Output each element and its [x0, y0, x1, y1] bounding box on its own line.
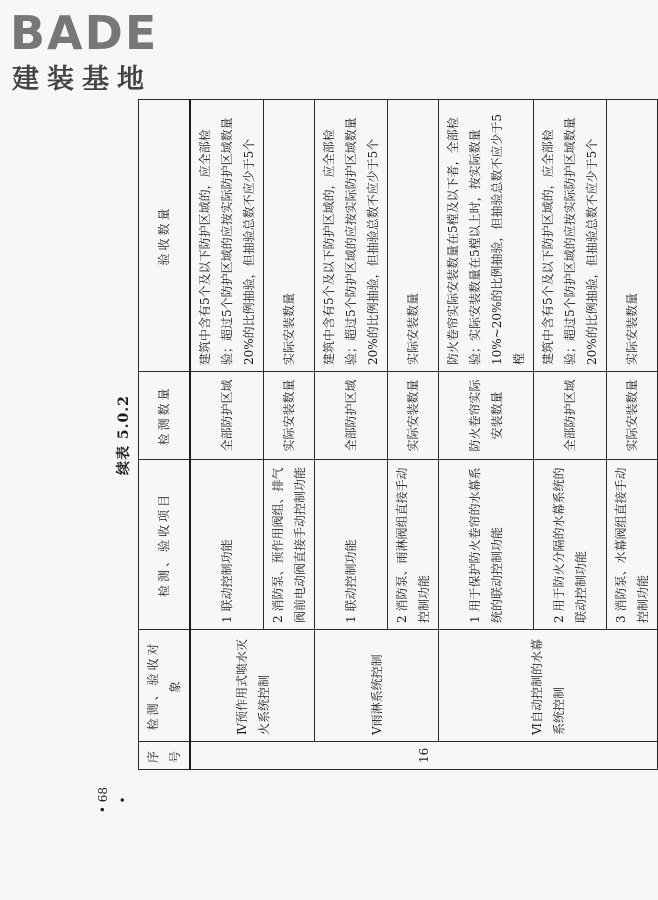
header-item: 检测、验收项目	[139, 460, 191, 630]
logo-wordmark: BADE	[10, 6, 159, 60]
detect-cell: 防火卷帘实际安装数量	[439, 372, 534, 460]
seq-cell: 16	[190, 742, 658, 770]
object-cell: Ⅵ自动控制的水幕系统控制	[439, 630, 658, 742]
detect-cell: 实际安装数量	[607, 372, 658, 460]
quantity-cell: 建筑中含有5个及以下防护区域的，应全部检验；超过5个防护区域的应按实际防护区域数量20%的比例抽验，但抽验总数不应少于5个	[315, 100, 388, 372]
detect-cell: 实际安装数量	[264, 372, 315, 460]
object-cell: Ⅴ雨淋系统控制	[315, 630, 439, 742]
quantity-cell: 建筑中含有5个及以下防护区域的，应全部检验；超过5个防护区域的应按实际防护区域数量20%的比例抽验，但抽验总数不应少于5个	[190, 100, 264, 372]
quantity-cell: 实际安装数量	[388, 100, 439, 372]
table-row	[439, 100, 534, 770]
header-detect: 检测数量	[139, 372, 191, 460]
item-cell: 2 用于防火分隔的水幕系统的联动控制功能	[534, 460, 607, 630]
acceptance-table	[138, 99, 658, 770]
detect-cell: 全部防护区域	[190, 372, 264, 460]
rotated-table-page	[110, 100, 650, 770]
detect-cell: 全部防护区域	[315, 372, 388, 460]
item-cell: 2 消防泵、雨淋阀组直接手动控制功能	[388, 460, 439, 630]
item-cell: 2 消防泵、预作用阀组、排气阀前电动阀直接手动控制功能	[264, 460, 315, 630]
item-cell: 3 消防泵、水幕阀组直接手动控制功能	[607, 460, 658, 630]
logo-subtitle: 建装基地	[12, 64, 152, 95]
table-title: 续表 5.0.2	[116, 395, 132, 475]
quantity-cell: 实际安装数量	[607, 100, 658, 372]
detect-cell: 实际安装数量	[388, 372, 439, 460]
item-cell: 1 联动控制功能	[315, 460, 388, 630]
quantity-cell: 建筑中含有5个及以下防护区域的，应全部检验；超过5个防护区域的应按实际防护区域数量20%的比例抽验，但抽验总数不应少于5个	[534, 100, 607, 372]
item-cell: 1 用于保护防火卷帘的水幕系统的联动控制功能	[439, 460, 534, 630]
quantity-cell: 防火卷帘实际安装数量在5樘及以下者，全部检验；实际安装数量在5樘以上时，按实际数量10%~20%的比例抽验，但抽验总数不应少于5樘	[439, 100, 534, 372]
logo	[10, 6, 180, 96]
header-quantity: 验收数量	[139, 100, 191, 372]
table-row	[315, 100, 388, 770]
page-number: • 68 •	[96, 786, 130, 814]
detect-cell: 全部防护区域	[534, 372, 607, 460]
table-header-row	[139, 100, 191, 770]
table-row	[190, 100, 264, 770]
header-object: 检测、验收对象	[139, 630, 191, 742]
object-cell: Ⅳ预作用式喷水灭火系统控制	[190, 630, 315, 742]
quantity-cell: 实际安装数量	[264, 100, 315, 372]
item-cell: 1 联动控制功能	[190, 460, 264, 630]
header-seq: 序号	[139, 742, 191, 770]
